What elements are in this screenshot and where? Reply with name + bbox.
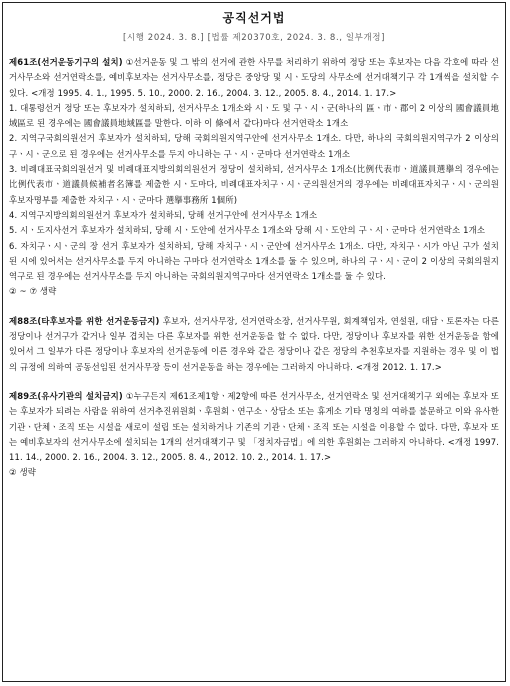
document-title: 공직선거법 [222,11,286,25]
article-61-item-5: 5. 시ㆍ도지사선거 후보자가 설치하되, 당해 시ㆍ도안에 선거사무소 1개소와 당해 시ㆍ도안의 구ㆍ시ㆍ군마다 선거연락소 1개소 [9,225,486,236]
article-89 [9,389,499,481]
article-61-title: 제61조(선거운동기구의 설치) [9,57,123,67]
article-61 [9,55,499,300]
article-88-text-1: 후보자, 선거사무장, 선거연락소장, 선거사무원, 회계책임자, 연설원, 대담ㆍ토론자는 다른 정당이나 선거구가 같거나 일부 겹치는 다른 후보자를 위한 선거운동을 할 수 없다. 다만, 정당이나 후보자를 위한 선거운동을 함에 있어서 그 일부가 다른 정당이나 후보자의 선거운동에 이른 경우와 같은 정당이나 같은 정당의 추천후보자를 지원하는 경우 및 이 법의 규정에 의하여 공동선임된 선거사무장 등이 선거운동을 하는 경우에는 그러하지 아니하다. <개정 2012. 1. 17.> [9,315,499,372]
article-88 [9,314,499,375]
document-subtitle: [시행 2024. 3. 8.] [법률 제20370호, 2024. 3. 8., 일부개정] [122,33,386,43]
article-89-para-1 [9,389,499,465]
article-61-item-2: 2. 지역구국회의원선거 후보자가 설치하되, 당해 국회의원지역구안에 선거사무소 1개소. 다만, 하나의 국회의원지역구가 2 이상의 구ㆍ시ㆍ군으로 된 경우에는 선거사무소를 두지 아니하는 구ㆍ시ㆍ군마다 선거연락소 1개소 [9,133,499,159]
article-61-item-1: 1. 대통령선거 정당 또는 후보자가 설치하되, 선거사무소 1개소와 시ㆍ도 및 구ㆍ시ㆍ군(하나의 區ㆍ市ㆍ郡이 2 이상의 國會議員地域區로 된 경우에는 國會議員地域區를 말한다. 이하 이 條에서 같다)마다 선거연락소 1개소 [9,102,499,129]
article-61-item-3: 3. 비례대표국회의원선거 및 비례대표지방의회의원선거 정당이 설치하되, 선거사무소 1개소(比例代表市ㆍ道議員選擧의 경우에는 比例代表市ㆍ道議員候補者名簿를 제출한 시ㆍ도마다, 비례대표자치구ㆍ시ㆍ군의원선거의 경우에는 비례대표자치구ㆍ시ㆍ군의원후보자명부를 제출한 자치구ㆍ시ㆍ군마다 選擧事務所 1個所) [9,164,499,205]
article-89-title: 제89조(유사기관의 설치금지) [9,390,123,401]
document-body [9,53,499,495]
article-89-omitted: ② 생략 [9,467,36,478]
article-88-title: 제88조(타후보자를 위한 선거운동금지) [9,315,160,326]
document-frame [2,2,506,682]
article-61-text-1: ①선거운동 및 그 밖의 선거에 관한 사무를 처리하기 위하여 정당 또는 후보자는 다음 각호에 따라 선거사무소와 선거연락소를, 예비후보자는 선거사무소를, 정당은 중앙당 및 시ㆍ도당의 사무소에 선거대책기구 각 1개씩을 설치할 수 있다. <개정 1995. 4. 1., 1995. 5. 10., 2000. 2. 16., 2004. 3. 12., 2005. 8. 4., 2014. 1. 17.> [9,57,499,98]
article-61-omitted: ② ~ ⑦ 생략 [9,286,57,297]
article-88-para-1 [9,314,499,375]
article-61-item-4: 4. 지역구지방의회의원선거 후보자가 설치하되, 당해 선거구안에 선거사무소 1개소 [9,209,318,220]
article-89-text-1: ①누구든지 제61조제1항ㆍ제2항에 따른 선거사무소, 선거연락소 및 선거대책기구 외에는 후보자 또는 후보자가 되려는 사람을 위하여 선거추진위원회ㆍ후원회ㆍ연구소ㆍ상담소 또는 휴게소 기타 명칭의 여하를 불문하고 이와 유사한 기관ㆍ단체ㆍ조직 또는 시설을 새로이 설립 또는 설치하거나 기존의 기관ㆍ단체ㆍ조직 또는 시설을 이용할 수 없다. 다만, 후보자 또는 예비후보자의 선거사무소에 설치되는 1개의 선거대책기구 및 「정치자금법」에 의한 후원회는 그러하지 아니하다. <개정 1997. 11. 14., 2000. 2. 16., 2004. 3. 12., 2005. 8. 4., 2012. 10. 2., 2014. 1. 17.> [9,390,500,463]
article-61-para-1 [9,55,499,101]
article-61-item-6: 6. 자치구ㆍ시ㆍ군의 장 선거 후보자가 설치하되, 당해 자치구ㆍ시ㆍ군안에 선거사무소 1개소. 다만, 자치구ㆍ시가 아닌 구가 설치된 시에 있어서는 선거사무소를 두지 아니하는 구마다 선거연락소 1개소를 둘 수 있으며, 하나의 구ㆍ시ㆍ군이 2 이상의 국회의원지역구로 된 경우에는 선거사무소를 두지 아니하는 국회의원지역구마다 선거연락소 1개소를 둘 수 있다. [9,240,499,282]
